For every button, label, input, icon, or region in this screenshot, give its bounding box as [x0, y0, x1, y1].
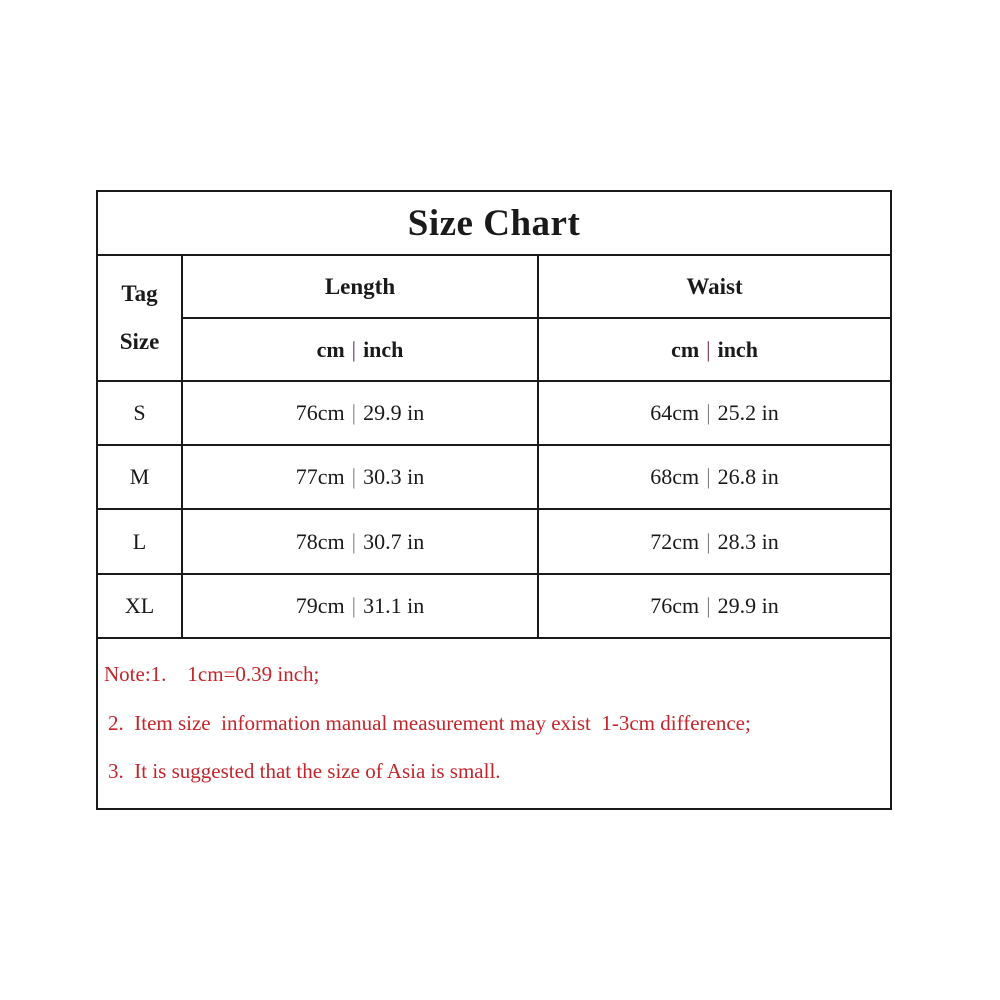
- notes-list: [98, 639, 890, 808]
- table-row-xl: [97, 574, 891, 638]
- length-cm: 79cm: [295, 592, 345, 618]
- waist-unit-cell: [538, 318, 891, 381]
- waist-inch: 26.8 in: [717, 464, 779, 490]
- waist-column-header: Waist: [538, 255, 891, 318]
- page-title: Size Chart: [97, 191, 891, 255]
- waist-value: [538, 381, 891, 445]
- waist-value: [538, 509, 891, 573]
- waist-inch: 28.3 in: [717, 528, 779, 554]
- length-unit-cell: [182, 318, 538, 381]
- value-separator: |: [351, 464, 357, 490]
- value-separator: |: [351, 592, 357, 618]
- size-chart-table: [96, 190, 892, 810]
- waist-cm: 64cm: [650, 400, 700, 426]
- title-row: [97, 191, 891, 255]
- note-line-2: 2. Item size information manual measurement may exist 1-3cm difference;: [108, 710, 751, 735]
- value-separator: |: [351, 528, 357, 554]
- length-inch: 29.9 in: [363, 400, 425, 426]
- value-separator: |: [351, 400, 357, 426]
- waist-inch: 25.2 in: [717, 400, 779, 426]
- notes-row: [97, 638, 891, 809]
- waist-inch: 29.9 in: [717, 592, 779, 618]
- length-inch: 31.1 in: [363, 592, 425, 618]
- length-value: [182, 445, 538, 509]
- value-separator: |: [706, 464, 711, 490]
- unit-separator: |: [706, 336, 711, 362]
- size-value: XL: [97, 574, 182, 638]
- length-value: [182, 574, 538, 638]
- table-row-s: [97, 381, 891, 445]
- waist-cm: 76cm: [650, 592, 700, 618]
- length-value: [182, 381, 538, 445]
- value-separator: |: [706, 528, 711, 554]
- unit-inch-label: inch: [717, 336, 758, 362]
- length-cm: 78cm: [295, 528, 345, 554]
- value-separator: |: [706, 400, 711, 426]
- note-line-1: Note:1. 1cm=0.39 inch;: [104, 662, 320, 687]
- waist-value: [538, 445, 891, 509]
- length-inch: 30.7 in: [363, 528, 425, 554]
- length-cm: 76cm: [295, 400, 345, 426]
- size-value: S: [97, 381, 182, 445]
- length-value: [182, 509, 538, 573]
- unit-cm-label: cm: [671, 336, 700, 362]
- length-cm: 77cm: [295, 464, 345, 490]
- size-label: Size: [119, 329, 160, 355]
- note-line-3: 3. It is suggested that the size of Asia is small.: [108, 759, 501, 784]
- header-row: [97, 255, 891, 318]
- tag-size-header-cell: [97, 255, 182, 381]
- waist-cm: 68cm: [650, 464, 700, 490]
- waist-value: [538, 574, 891, 638]
- value-separator: |: [706, 592, 711, 618]
- unit-cm-label: cm: [316, 336, 345, 362]
- table-row-l: [97, 509, 891, 573]
- notes-cell: [97, 638, 891, 809]
- waist-cm: 72cm: [650, 528, 700, 554]
- size-value: L: [97, 509, 182, 573]
- unit-separator: |: [351, 336, 357, 362]
- size-value: M: [97, 445, 182, 509]
- table-row-m: [97, 445, 891, 509]
- unit-row: [97, 318, 891, 381]
- unit-inch-label: inch: [363, 336, 404, 362]
- length-inch: 30.3 in: [363, 464, 425, 490]
- length-column-header: Length: [182, 255, 538, 318]
- tag-label: Tag: [121, 281, 158, 307]
